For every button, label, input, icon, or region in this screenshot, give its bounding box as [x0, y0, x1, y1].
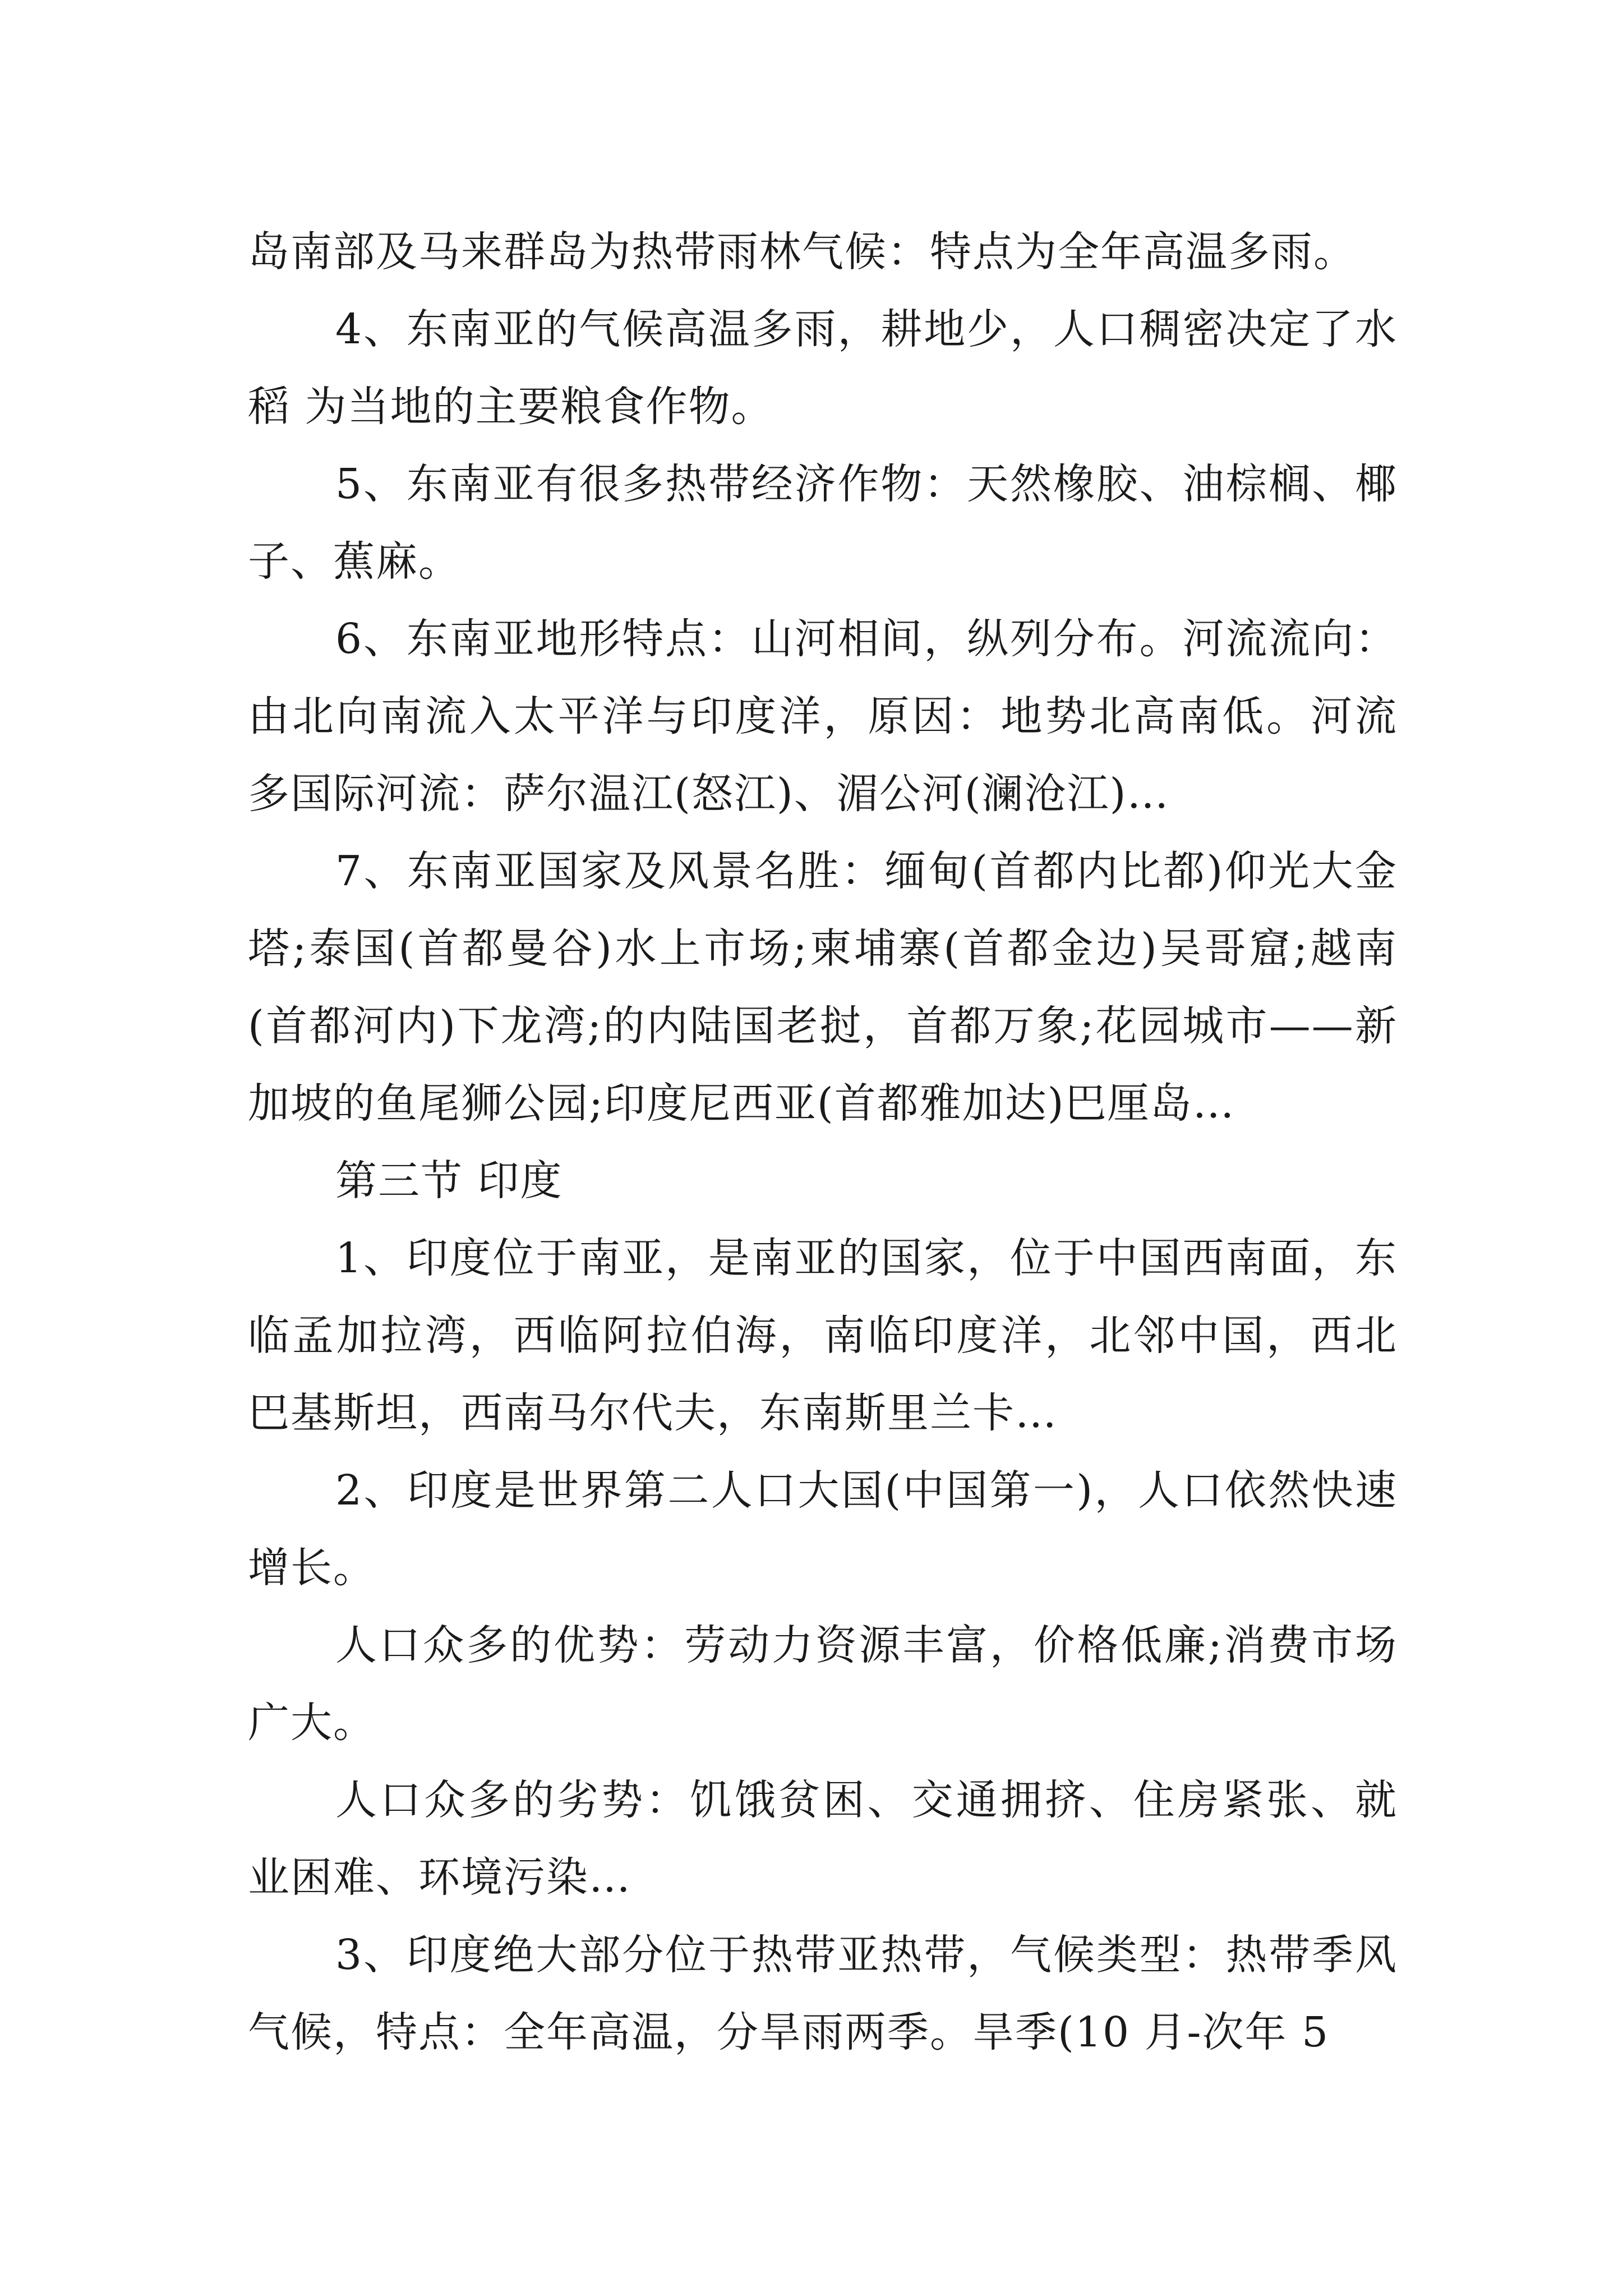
- paragraph-1: 岛南部及马来群岛为热带雨林气候：特点为全年高温多雨。: [248, 228, 1356, 276]
- paragraph-2: 4、东南亚的气候高温多雨，耕地少，人口稠密决定了水稻 为当地的主要粮食作物。: [248, 305, 1398, 431]
- paragraph-7: 1、印度位于南亚，是南亚的国家，位于中国西南面，东临孟加拉湾，西临阿拉伯海，南临印度洋，北邻中国，西北巴基斯坦，西南马尔代夫，东南斯里兰卡…: [248, 1234, 1398, 1437]
- section-heading: 第三节 印度: [335, 1157, 563, 1205]
- paragraph-5: 7、东南亚国家及风景名胜：缅甸(首都内比都)仰光大金塔;泰国(首都曼谷)水上市场;柬埔寨(首都金边)吴哥窟;越南(首都河内)下龙湾;的内陆国老挝，首都万象;花园城市——新加坡的鱼尾狮公园;印度尼西亚(首都雅加达)巴厘岛…: [248, 847, 1398, 1128]
- paragraph-11: 3、印度绝大部分位于热带亚热带，气候类型：热带季风气候，特点：全年高温，分旱雨两季。旱季(10 月-次年 5: [248, 1931, 1398, 2056]
- paragraph-9: 人口众多的优势：劳动力资源丰富，价格低廉;消费市场广大。: [248, 1621, 1398, 1747]
- document-body: [248, 213, 1398, 2071]
- paragraph-4: 6、东南亚地形特点：山河相间，纵列分布。河流流向：由北向南流入太平洋与印度洋，原因：地势北高南低。河流多国际河流：萨尔温江(怒江)、湄公河(澜沧江)…: [248, 615, 1398, 818]
- paragraph-8: 2、印度是世界第二人口大国(中国第一)，人口依然快速增长。: [248, 1466, 1398, 1592]
- paragraph-3: 5、东南亚有很多热带经济作物：天然橡胶、油棕榈、椰子、蕉麻。: [248, 460, 1398, 586]
- paragraph-10: 人口众多的劣势：饥饿贫困、交通拥挤、住房紧张、就业困难、环境污染…: [248, 1776, 1398, 1902]
